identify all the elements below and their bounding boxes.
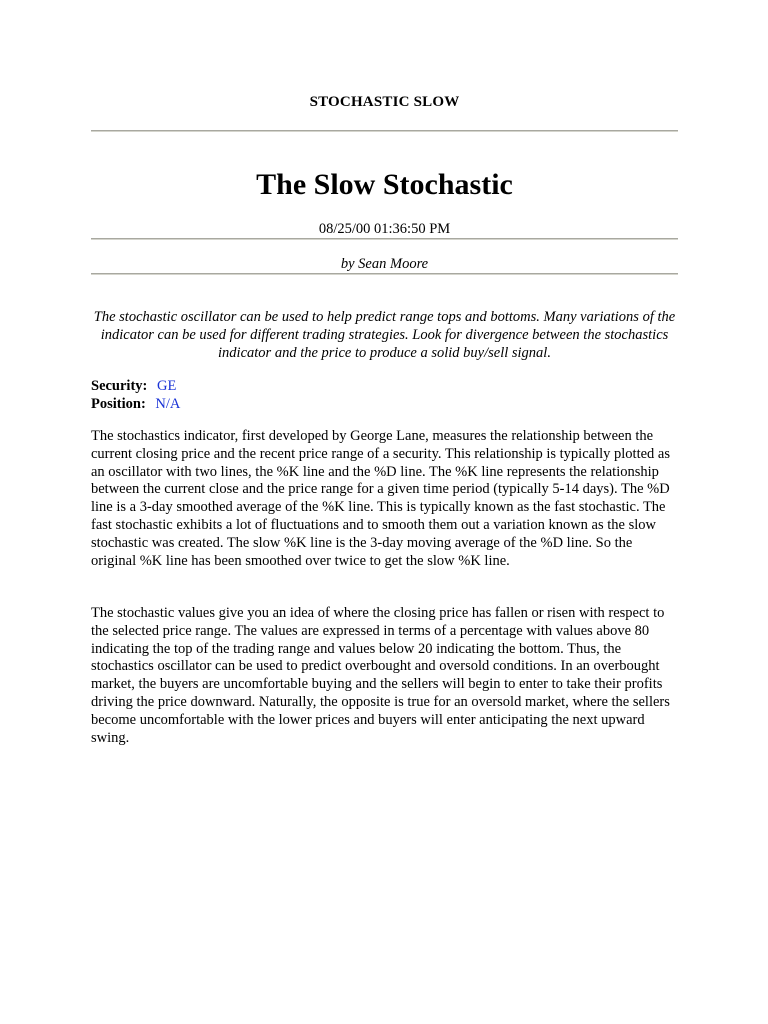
byline-divider <box>91 273 678 275</box>
timestamp-divider <box>91 238 678 240</box>
position-value: N/A <box>155 396 181 412</box>
position-row <box>91 395 678 413</box>
running-head: STOCHASTIC SLOW <box>309 94 460 110</box>
article-title: The Slow Stochastic <box>256 168 513 201</box>
security-label: Security: <box>91 378 148 394</box>
security-meta <box>91 377 678 413</box>
article-byline: by Sean Moore <box>340 256 429 272</box>
header-divider <box>91 130 678 132</box>
position-label: Position: <box>91 396 146 412</box>
article-timestamp: 08/25/00 01:36:50 PM <box>318 221 451 237</box>
body-paragraph: The stochastic values give you an idea of where the closing price has fallen or risen with respect to the selected price range. The values are expressed in terms of a percentage with values above 80 indicating the top of the trading range and values below 20 indicating the bottom. Thus, the stochastics oscillator can be used to predict overbought and oversold conditions. In an overbought market, the buyers are uncomfortable buying and the sellers will begin to enter to take their profits driving the price downward. Naturally, the opposite is true for an oversold market, where the sellers become uncomfortable with the lower prices and buyers will enter anticipating the next upward swing. <box>91 605 670 746</box>
security-value: GE <box>157 378 177 394</box>
article-abstract: The stochastic oscillator can be used to help predict range tops and bottoms. Many variations of the indicator can be used for different trading strategies. Look for divergence between the stochastics indicator and the price to produce a solid buy/sell signal. <box>93 309 676 361</box>
security-row <box>91 377 678 395</box>
body-paragraph: The stochastics indicator, first developed by George Lane, measures the relationship between the current closing price and the recent price range of a security. This relationship is typically plotted as an oscillator with two lines, the %K line and the %D line. The %K line represents the relationship between the current close and the price range for a given time period (typically 5-14 days). The %D line is a 3-day smoothed average of the %K line. This is typically known as the fast stochastic. The fast stochastic exhibits a lot of fluctuations and to smooth them out a variation known as the slow stochastic was created. The slow %K line is the 3-day moving average of the %D line. So the original %K line has been smoothed over twice to get the slow %K line. <box>91 428 670 569</box>
